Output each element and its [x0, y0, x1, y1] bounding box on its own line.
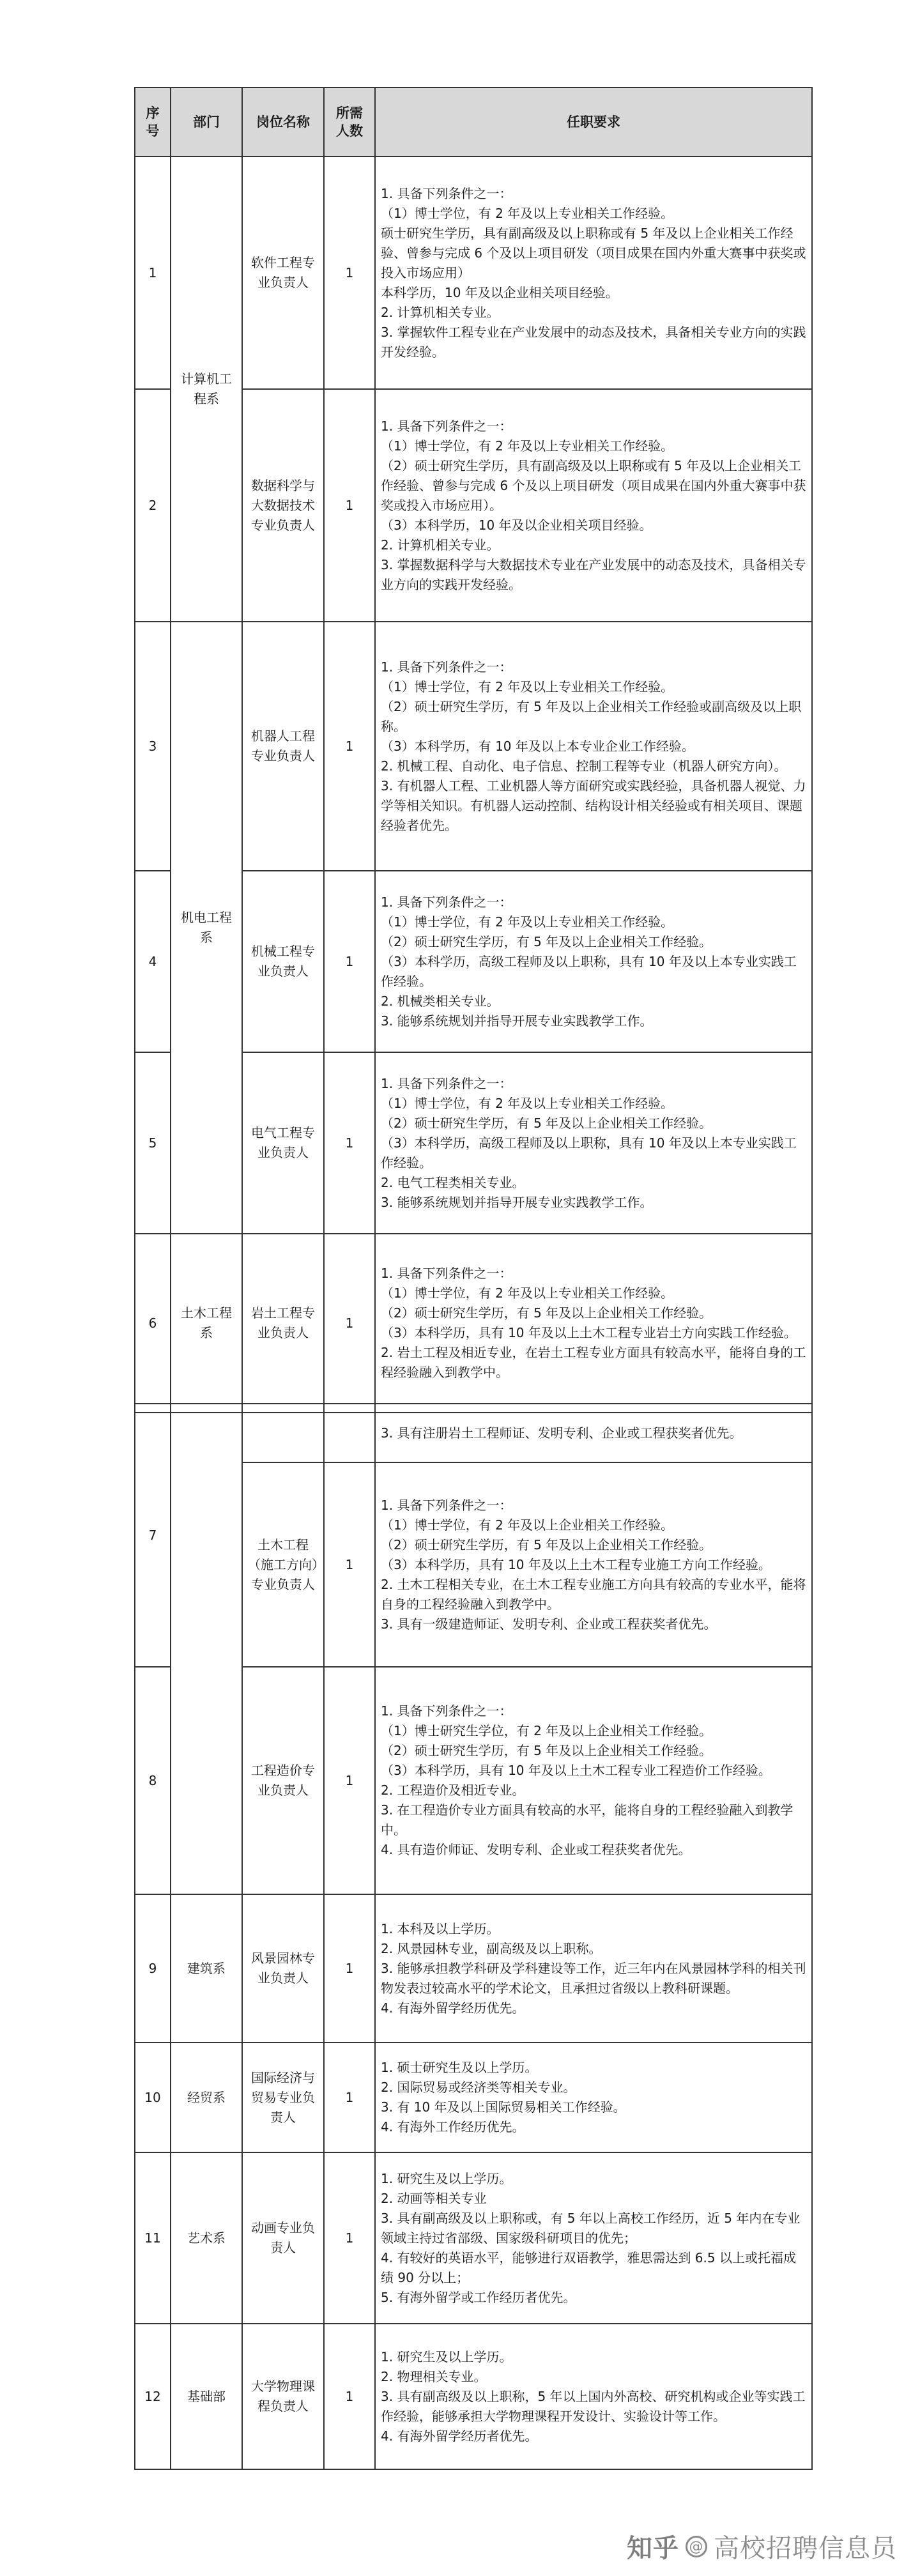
- row-count: 1: [324, 1667, 375, 1894]
- req-line: （3）本科学历，有 10 年及以上本专业企业工作经验。: [381, 738, 694, 754]
- row-count: [324, 1404, 375, 1462]
- req-line: 2. 计算机相关专业。: [381, 537, 500, 553]
- row-requirements: [375, 389, 812, 622]
- req-line: （2）硕士研究生学历，有 5 年及以上企业相关工作经验。: [381, 1115, 712, 1131]
- req-line: （3）本科学历，具有 10 年及以上土木工程专业岩土方向实践工作经验。: [381, 1325, 797, 1340]
- row-requirements: [375, 1052, 812, 1234]
- row-position: 机械工程专业负责人: [242, 871, 324, 1052]
- table-row: [135, 2043, 812, 2152]
- row-no: 11: [135, 2152, 171, 2324]
- recruitment-table-part-1: [134, 87, 813, 1413]
- req-line: （1）博士学位，有 2 年及以上专业相关工作经验。: [381, 678, 674, 694]
- req-line: 4. 有海外工作经历优先。: [381, 2119, 525, 2135]
- row-count: 1: [324, 157, 375, 389]
- row-count: 1: [324, 2324, 375, 2469]
- req-line: 3. 具有一级建造师证、发明专利、企业或工程获奖者优先。: [381, 1616, 717, 1632]
- req-line: 1. 具备下列条件之一：: [381, 1266, 512, 1281]
- header-dept: 部门: [171, 88, 242, 157]
- table-row-continuation: [135, 1404, 812, 1462]
- row-dept: [171, 1404, 242, 1894]
- req-line: 1. 具备下列条件之一：: [381, 418, 512, 434]
- req-line: 4. 具有造价师证、发明专利、企业或工程获奖者优先。: [381, 1842, 691, 1857]
- req-line: （3）本科学历，10 年及以企业相关项目经验。: [381, 517, 652, 533]
- req-line: 本科学历，10 年及以企业相关项目经验。: [381, 284, 618, 300]
- row-no: 8: [135, 1667, 171, 1894]
- req-line: 3. 具有副高级及以上职称，5 年以上国内外高校、研究机构或企业等实践工作经验，能够承担大学物理课程开发设计、实验设计等工作。: [381, 2388, 806, 2424]
- row-requirements: [375, 2324, 812, 2469]
- req-line: 2. 物理相关专业。: [381, 2368, 487, 2384]
- req-line: 1. 本科及以上学历。: [381, 1920, 500, 1936]
- table-row: [135, 2324, 812, 2469]
- header-no: 序号: [135, 88, 171, 157]
- table-row: [135, 2152, 812, 2324]
- req-line: （1）博士学位，有 2 年及以上专业相关工作经验。: [381, 205, 674, 221]
- req-line: （2）硕士研究生学历，有 5 年及以上企业相关工作经验。: [381, 1305, 712, 1321]
- req-line: 2. 工程造价及相近专业。: [381, 1782, 525, 1798]
- req-line: （2）硕士研究生学历，有 5 年及以上企业相关工作经验。: [381, 1537, 712, 1552]
- row-dept: 建筑系: [171, 1894, 242, 2043]
- req-line: （3）本科学历，高级工程师及以上职称，具有 10 年及以上本专业实践工作经验。: [381, 953, 797, 989]
- req-line: （2）硕士研究生学历，具有副高级及以上职称或有 5 年及以上企业相关工作经验、曾参与完成 6 个及以上项目研发（项目成果在国内外重大赛事中获奖或投入市场应用）。: [381, 457, 806, 513]
- row-requirements: [375, 157, 812, 389]
- req-line: 4. 有较好的英语水平，能够进行双语教学，雅思需达到 6.5 以上或托福成绩 90 分以上；: [381, 2250, 796, 2285]
- row-position: [242, 1404, 324, 1462]
- req-line: 2. 土木工程相关专业，在土木工程专业施工方向具有较高的专业水平，能将自身的工程经验融入到教学中。: [381, 1576, 806, 1612]
- row-no: 3: [135, 622, 171, 871]
- row-no: 9: [135, 1894, 171, 2043]
- req-line: 1. 具备下列条件之一：: [381, 1075, 512, 1091]
- row-no: 1: [135, 157, 171, 389]
- row-requirements: [375, 1894, 812, 2043]
- header-position: 岗位名称: [242, 88, 324, 157]
- row-requirements: [375, 1234, 812, 1413]
- req-line: 3. 有机器人工程、工业机器人等方面研究或实践经验，具备机器人视觉、力学等相关知识。有机器人运动控制、结构设计相关经验或有相关项目、课题经验者优先。: [381, 778, 806, 833]
- row-position: 数据科学与大数据技术专业负责人: [242, 389, 324, 622]
- row-no: 6: [135, 1234, 171, 1413]
- row-dept: 基础部: [171, 2324, 242, 2469]
- recruitment-table-part-2: [134, 1403, 813, 2470]
- req-line: （1）博士研究生学位，有 2 年及以上企业相关工作经验。: [381, 1723, 712, 1738]
- row-count: 1: [324, 1234, 375, 1413]
- row-position: 软件工程专业负责人: [242, 157, 324, 389]
- row-position: 风景园林专业负责人: [242, 1894, 324, 2043]
- row-count: 1: [324, 871, 375, 1052]
- watermark-handle: 高校招聘信息员: [714, 2534, 897, 2563]
- row-count: 1: [324, 1462, 375, 1667]
- req-line: 4. 有海外留学经历者优先。: [381, 2428, 538, 2444]
- table-row: [135, 1234, 812, 1413]
- req-line: 3. 能够系统规划并指导开展专业实践教学工作。: [381, 1194, 653, 1210]
- row-requirements: [375, 2152, 812, 2324]
- row-count: 1: [324, 2043, 375, 2152]
- at-icon: @: [686, 2536, 707, 2557]
- table-row: [135, 622, 812, 871]
- table-header-row: [135, 88, 812, 157]
- req-line: （2）硕士研究生学历，有 5 年及以上企业相关工作经验。: [381, 933, 712, 949]
- row-no: 2: [135, 389, 171, 622]
- req-line: （1）博士学位，有 2 年及以上专业相关工作经验。: [381, 914, 674, 930]
- row-no: 4: [135, 871, 171, 1052]
- row-dept: 艺术系: [171, 2152, 242, 2324]
- req-line: 1. 具备下列条件之一：: [381, 1703, 512, 1719]
- req-line: 1. 具备下列条件之一：: [381, 659, 512, 675]
- row-count: 1: [324, 622, 375, 871]
- row-dept: 经贸系: [171, 2043, 242, 2152]
- row-position: 国际经济与贸易专业负责人: [242, 2043, 324, 2152]
- table-row: [135, 1894, 812, 2043]
- row-count: 1: [324, 1894, 375, 2043]
- row-no: 7: [135, 1404, 171, 1667]
- row-requirements: [375, 1462, 812, 1667]
- req-line: （2）硕士研究生学历，有 5 年及以上企业相关工作经验或副高级及以上职称。: [381, 698, 802, 734]
- req-line: 2. 国际贸易或经济类等相关专业。: [381, 2080, 576, 2095]
- req-line: 1. 具备下列条件之一：: [381, 1497, 512, 1513]
- req-line: 2. 计算机相关专业。: [381, 304, 500, 320]
- row-position: 动画专业负责人: [242, 2152, 324, 2324]
- row-count: 1: [324, 389, 375, 622]
- row-position: 土木工程（施工方向）专业负责人: [242, 1462, 324, 1667]
- row-requirements: [375, 2043, 812, 2152]
- req-line: 2. 动画等相关专业: [381, 2190, 487, 2206]
- req-line: 2. 风景园林专业，副高级及以上职称。: [381, 1940, 602, 1956]
- header-requirements: 任职要求: [375, 88, 812, 157]
- req-line: 1. 具备下列条件之一：: [381, 185, 512, 201]
- req-line: 2. 岩土工程及相近专业，在岩土工程专业方面具有较高水平，能将自身的工程经验融入到教学中。: [381, 1345, 806, 1380]
- req-line: 3. 具有注册岩土工程师证、发明专利、企业或工程获奖者优先。: [381, 1425, 742, 1441]
- row-requirements: [375, 1404, 812, 1462]
- row-requirements: [375, 622, 812, 871]
- row-requirements: [375, 871, 812, 1052]
- req-line: （1）博士学位，有 2 年及以上专业相关工作经验。: [381, 1285, 674, 1301]
- row-count: 1: [324, 1052, 375, 1234]
- req-line: 硕士研究生学历，具有副高级及以上职称或有 5 年及以上企业相关工作经验、曾参与完成 6 个及以上项目研发（项目成果在国内外重大赛事中获奖或投入市场应用）: [381, 225, 806, 280]
- req-line: 5. 有海外留学或工作经历者优先。: [381, 2289, 576, 2305]
- req-line: 3. 掌握软件工程专业在产业发展中的动态及技术，具备相关专业方向的实践开发经验。: [381, 324, 806, 360]
- req-line: 1. 硕士研究生及以上学历。: [381, 2060, 538, 2075]
- row-requirements: [375, 1667, 812, 1894]
- req-line: （3）本科学历，具有 10 年及以上土木工程专业工程造价工作经验。: [381, 1763, 771, 1778]
- req-line: 2. 机械类相关专业。: [381, 993, 500, 1009]
- row-dept: 土木工程系: [171, 1234, 242, 1413]
- req-line: （1）博士学位，有 2 年及以上企业相关工作经验。: [381, 1517, 674, 1533]
- req-line: 1. 研究生及以上学历。: [381, 2349, 512, 2365]
- row-dept: 计算机工程系: [171, 157, 242, 622]
- req-line: （3）本科学历，具有 10 年及以上土木工程专业施工方向工作经验。: [381, 1556, 771, 1572]
- row-position: 工程造价专业负责人: [242, 1667, 324, 1894]
- row-count: 1: [324, 2152, 375, 2324]
- row-no: 10: [135, 2043, 171, 2152]
- row-dept: 机电工程系: [171, 622, 242, 1234]
- req-line: （2）硕士研究生学历，有 5 年及以上企业相关工作经验。: [381, 1743, 712, 1758]
- req-line: 1. 研究生及以上学历。: [381, 2170, 512, 2186]
- header-count: 所需人数: [324, 88, 375, 157]
- row-no: 12: [135, 2324, 171, 2469]
- row-position: 电气工程专业负责人: [242, 1052, 324, 1234]
- row-position: 大学物理课程负责人: [242, 2324, 324, 2469]
- req-line: 2. 电气工程类相关专业。: [381, 1174, 525, 1190]
- req-line: 2. 机械工程、自动化、电子信息、控制工程等专业（机器人研究方向）。: [381, 758, 787, 774]
- req-line: 3. 能够系统规划并指导开展专业实践教学工作。: [381, 1013, 653, 1029]
- req-line: 3. 在工程造价专业方面具有较高的水平，能将自身的工程经验融入到教学中。: [381, 1802, 793, 1837]
- row-no: 5: [135, 1052, 171, 1234]
- req-line: 3. 掌握数据科学与大数据技术专业在产业发展中的动态及技术，具备相关专业方向的实践开发经验。: [381, 556, 806, 592]
- req-line: （3）本科学历，高级工程师及以上职称，具有 10 年及以上本专业实践工作经验。: [381, 1135, 797, 1170]
- req-line: （1）博士学位，有 2 年及以上专业相关工作经验。: [381, 1095, 674, 1111]
- req-line: （1）博士学位，有 2 年及以上专业相关工作经验。: [381, 438, 674, 454]
- watermark-brand: 知乎: [627, 2534, 679, 2563]
- table-row: [135, 157, 812, 389]
- req-line: 3. 能够承担教学科研及学科建设等工作，近三年内在风景园林学科的相关刊物发表过较高水平的学术论文，且承担过省级以上教科研课题。: [381, 1960, 806, 1996]
- row-position: 岩土工程专业负责人: [242, 1234, 324, 1413]
- zhihu-watermark: [627, 2528, 897, 2564]
- req-line: 1. 具备下列条件之一：: [381, 894, 512, 910]
- row-position: 机器人工程专业负责人: [242, 622, 324, 871]
- req-line: 4. 有海外留学经历优先。: [381, 2000, 525, 2016]
- req-line: 3. 有 10 年及以上国际贸易相关工作经验。: [381, 2099, 626, 2115]
- req-line: 3. 具有副高级及以上职称或，有 5 年以上高校工作经历，近 5 年内在专业领域主持过省部级、国家级科研项目的优先；: [381, 2210, 801, 2246]
